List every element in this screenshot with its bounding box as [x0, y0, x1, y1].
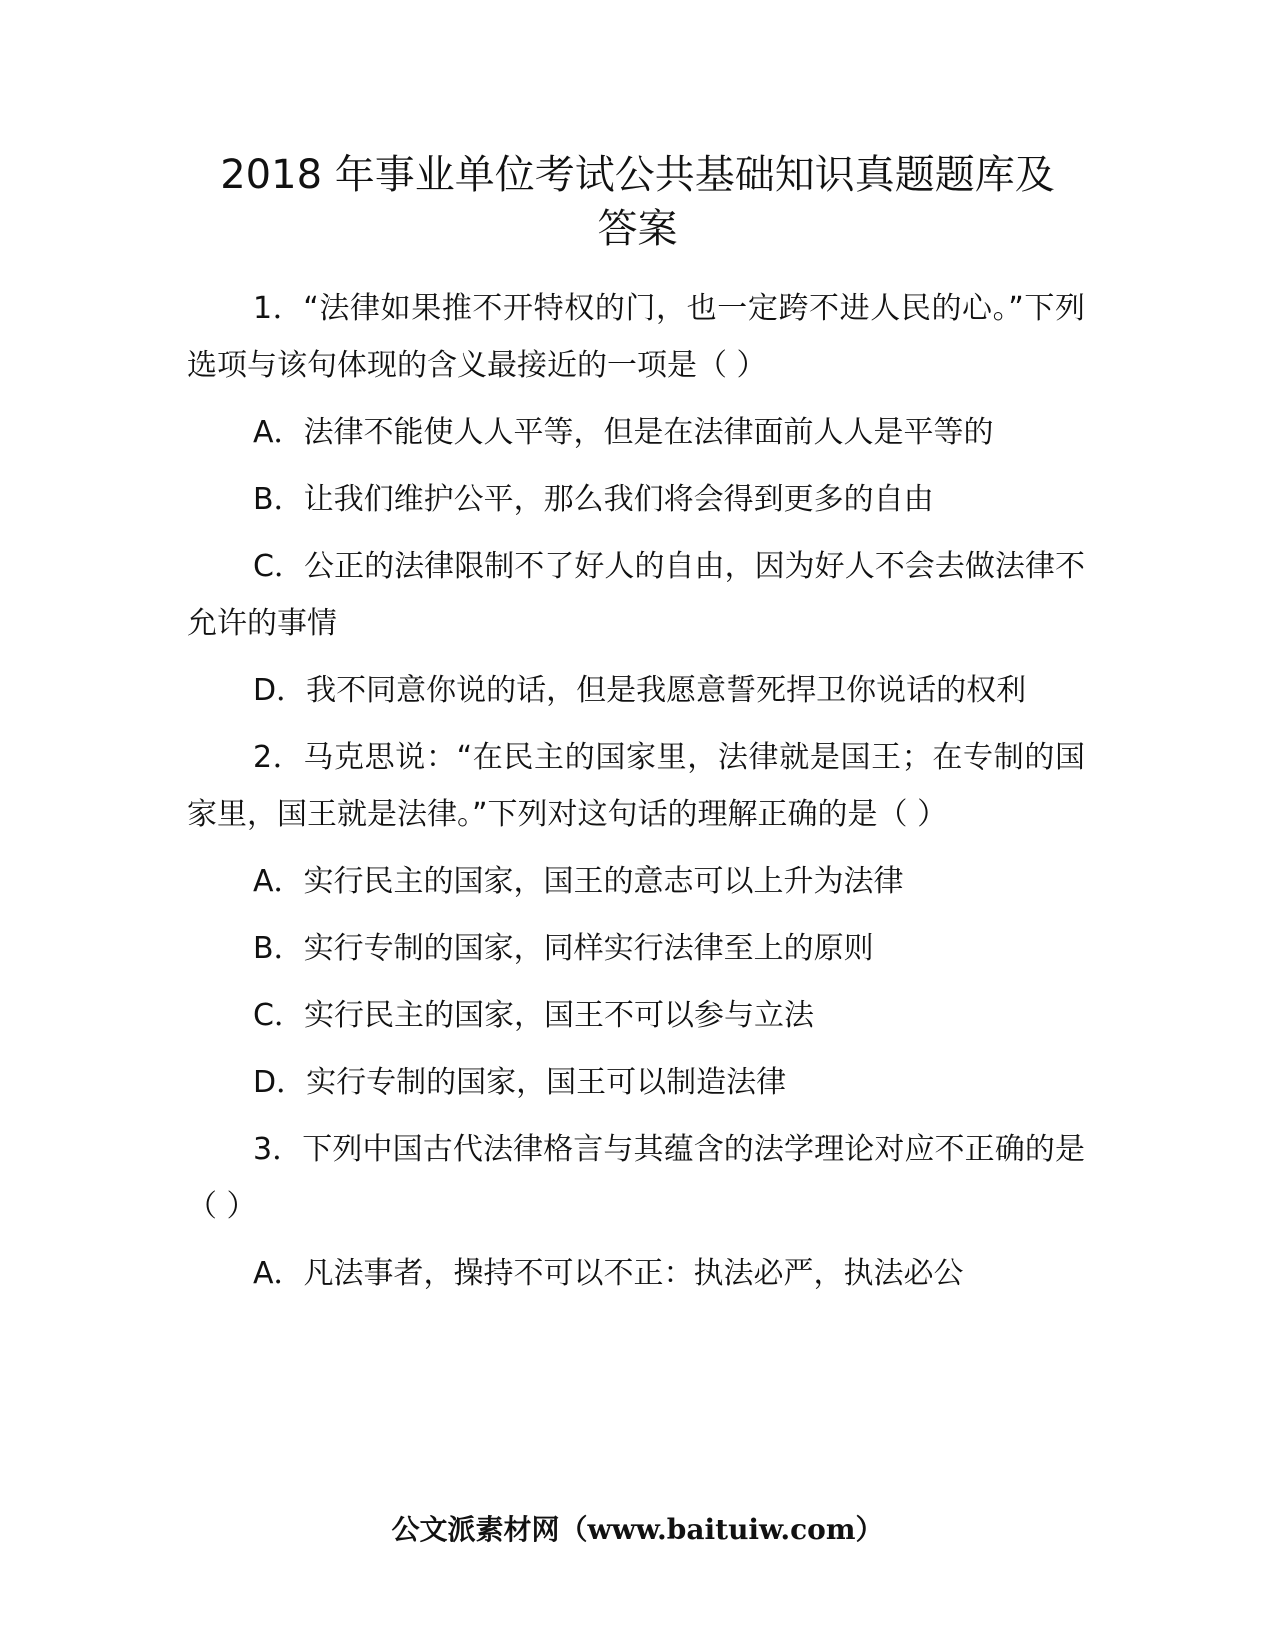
question-2: 2．马克思说：“在民主的国家里，法律就是国王；在专制的国家里，国王就是法律。”下列对这句话的理解正确的是（ ）	[187, 740, 1085, 832]
footer-watermark: 公文派素材网（www.baituiw.com）	[391, 1513, 884, 1546]
question-2-option-d: D．实行专制的国家，国王可以制造法律	[253, 1065, 787, 1100]
question-1: 1．“法律如果推不开特权的门，也一定跨不进人民的心。”下列选项与该句体现的含义最接近的一项是（ ）	[187, 291, 1085, 383]
question-2-option-a: A．实行民主的国家，国王的意志可以上升为法律	[253, 864, 904, 899]
document-body	[187, 280, 1085, 1312]
question-3-option-a: A．凡法事者，操持不可以不正：执法必严，执法必公	[253, 1256, 964, 1291]
document-title	[170, 148, 1105, 256]
question-2-option-b: B．实行专制的国家，同样实行法律至上的原则	[253, 931, 874, 966]
question-1-option-d: D．我不同意你说的话，但是我愿意誓死捍卫你说话的权利	[253, 673, 1027, 708]
question-2-option-c: C．实行民主的国家，国王不可以参与立法	[253, 998, 814, 1033]
title-line-2: 答案	[597, 206, 678, 252]
question-1-option-c: C．公正的法律限制不了好人的自由，因为好人不会去做法律不允许的事情	[187, 549, 1085, 641]
title-line-1: 2018 年事业单位考试公共基础知识真题题库及	[220, 152, 1055, 198]
question-1-option-a: A．法律不能使人人平等，但是在法律面前人人是平等的	[253, 415, 994, 450]
question-3: 3．下列中国古代法律格言与其蕴含的法学理论对应不正确的是（ ）	[187, 1132, 1085, 1224]
question-1-option-b: B．让我们维护公平，那么我们将会得到更多的自由	[253, 482, 934, 517]
